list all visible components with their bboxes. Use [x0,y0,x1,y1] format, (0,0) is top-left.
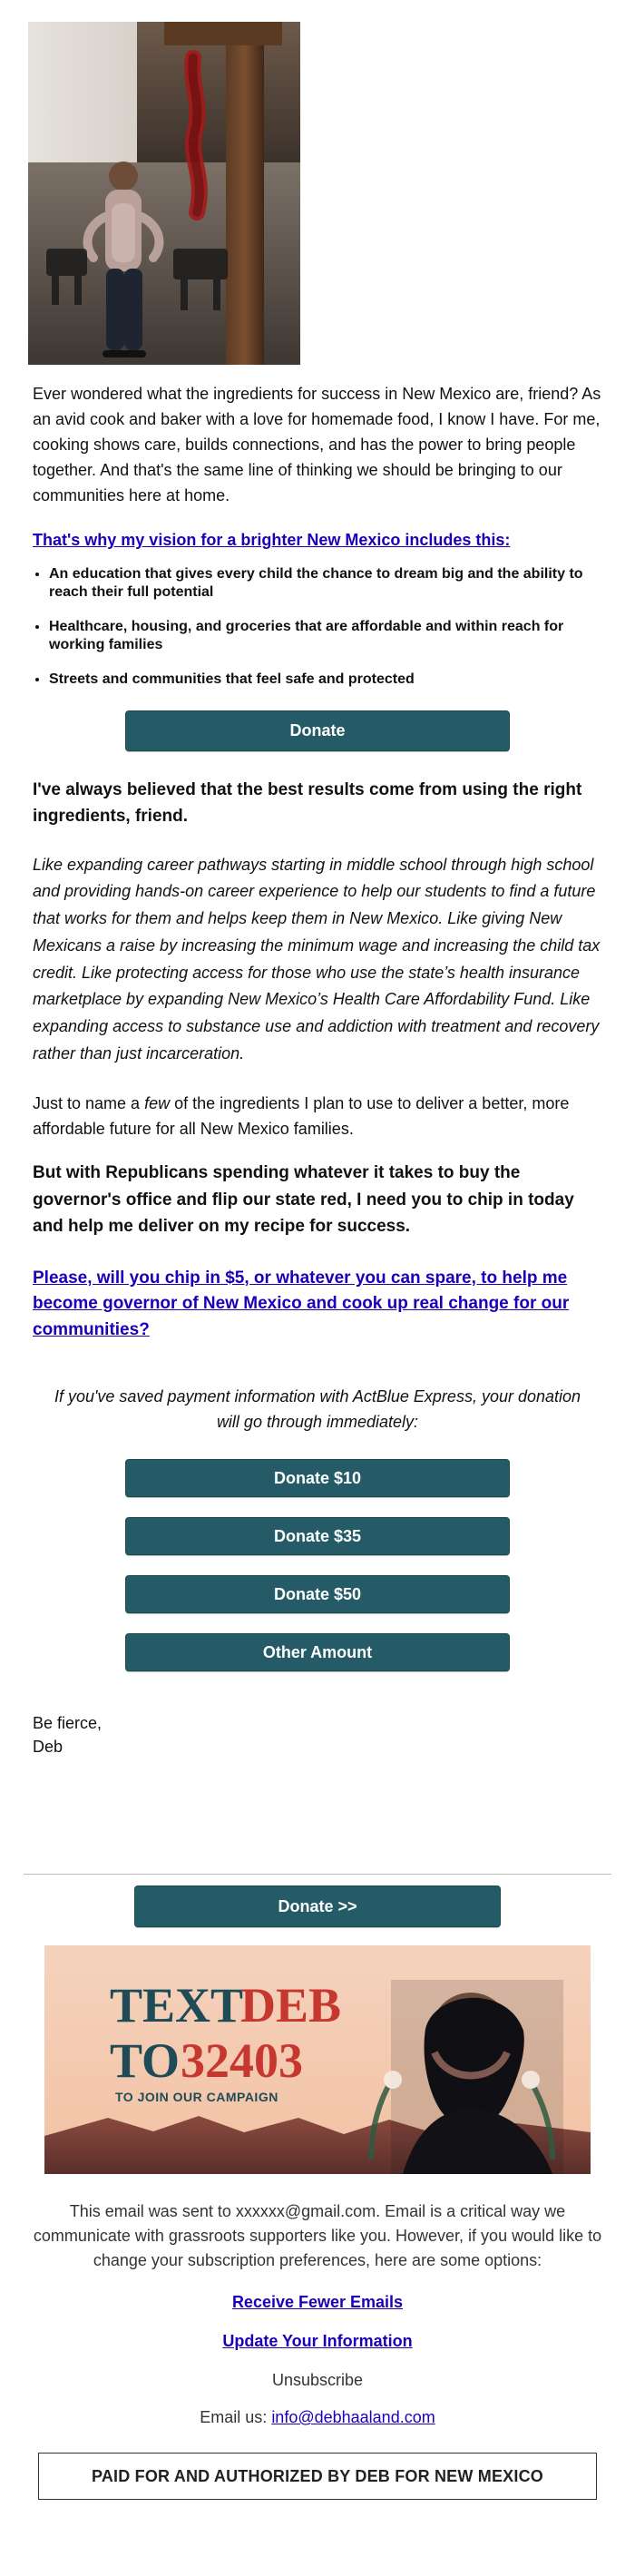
other-amount-button[interactable]: Other Amount [125,1633,510,1671]
paid-for-box: PAID FOR AND AUTHORIZED BY DEB FOR NEW MEXICO [38,2453,597,2500]
few-paragraph [33,1091,602,1141]
donate-50-button[interactable]: Donate $50 [125,1575,510,1613]
hero-photo [28,22,300,365]
unsubscribe-text[interactable]: Unsubscribe [271,2371,364,2389]
few-paragraph-suffix: of the ingredients I plan to use to deliver a better, more affordable future for all New Mexico families. [33,1094,570,1139]
vision-item-education: • An education that gives every child the chance to dream big and the ability to reach their full potential [49,565,602,602]
donate-button[interactable]: Donate [125,710,510,751]
footer [0,1885,635,2500]
intro-paragraph: Ever wondered what the ingredients for success in New Mexico are, friend? As an avid cook and baker with a love for homemade food, I know I have. For me, cooking shows care, builds connections, and has the power to bring people together. And that's the same line of thinking we should be bringing to our communities here at home. [33,385,601,505]
email-us-label: Email us: [200,2408,268,2426]
banner-text-line2-b: 32403 [181,2033,303,2088]
banner-text-line3: TO JOIN OUR CAMPAIGN [115,2090,278,2104]
banner-text-line1-a: TEXT [110,1978,244,2032]
signoff-line-2: Deb [33,1738,64,1757]
text-deb-banner[interactable] [44,1945,591,2174]
footer-sent-text: This email was sent to xxxxxx@gmail.com. Email is a critical way we communicate with grassroots supporters like you. However, if you would like to change your subscription preferences, here are some options: [33,2202,602,2269]
few-paragraph-emphasis: few [144,1094,171,1113]
italic-paragraph: Like expanding career pathways starting in middle school through high school and providing hands-on career experience to help our students to find a future that works for them and helps keep them in New Mexico. Like giving New Mexicans a raise by increasing the minimum wage and increasing the child tax credit. Like protecting access for those who use the state’s health insurance marketplace by expanding New Mexico’s Health Care Affordability Fund. Like expanding access to substance use and addiction with treatment and recovery rather than just incarceration. [33,855,601,1063]
banner-text-line2-a: TO [110,2033,181,2088]
donate-35-button[interactable]: Donate $35 [125,1517,510,1555]
footer-donate-button[interactable]: Donate >> [134,1885,501,1927]
vision-item-safety: • Streets and communities that feel safe and protected [49,671,602,689]
footer-links [0,2293,635,2351]
email-us-line [0,2408,635,2427]
republicans-paragraph: But with Republicans spending whatever it takes to buy the governor's office and flip our state red, I need you to chip in today and help me deliver on my recipe for success. [33,1163,574,1237]
donate-10-button[interactable]: Donate $10 [125,1459,510,1497]
text-deb-banner-art [44,1945,591,2174]
believed-paragraph: I've always believed that the best results come from using the right ingredients, friend. [33,779,582,827]
few-paragraph-prefix: Just to name a [33,1094,145,1113]
actblue-note: If you've saved payment information with ActBlue Express, your donation will go through immediately: [54,1387,581,1432]
hero-photo-illustration [28,22,300,365]
chip-in-link[interactable]: Please, will you chip in $5, or whatever you can spare, to help me become governor of New Mexico and cook up real change for our communities? [33,1268,570,1339]
email-us-link[interactable]: info@debhaaland.com [271,2408,435,2426]
footer-divider [24,1874,611,1875]
email-content [33,22,602,1758]
vision-link[interactable]: That's why my vision for a brighter New Mexico includes this: [33,531,511,550]
receive-fewer-emails-link[interactable]: Receive Fewer Emails [231,2293,404,2311]
vision-item-affordability: • Healthcare, housing, and groceries that are affordable and within reach for working families [49,618,602,654]
signoff [33,1711,602,1758]
vision-list [33,565,602,689]
donate-options [33,1459,602,1671]
signoff-line-1: Be fierce, [33,1714,103,1733]
update-information-link[interactable]: Update Your Information [222,2332,413,2350]
banner-text-line1-b: DEB [240,1978,342,2032]
